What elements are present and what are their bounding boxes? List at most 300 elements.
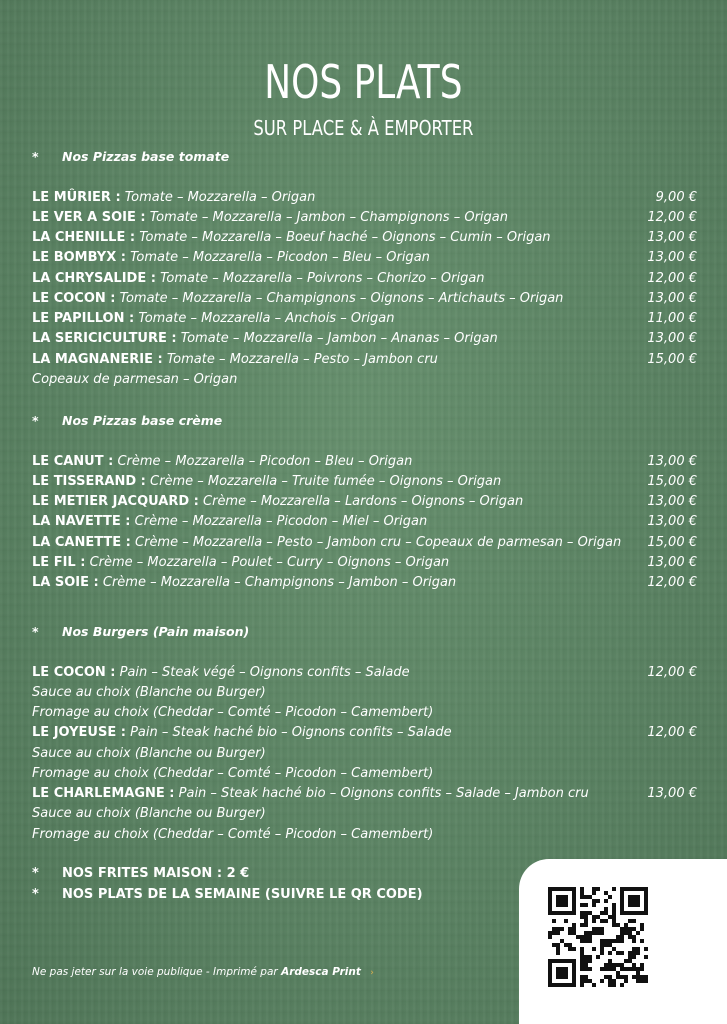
qr-module [548, 899, 552, 903]
qr-module [628, 899, 632, 903]
qr-module [568, 983, 572, 987]
qr-module [552, 919, 556, 923]
bullet-star: * [32, 866, 39, 881]
qr-module [556, 887, 560, 891]
qr-module [588, 967, 592, 971]
qr-module [644, 947, 648, 951]
qr-module [580, 967, 584, 971]
qr-module [584, 979, 588, 983]
qr-module [572, 967, 576, 971]
qr-module [580, 891, 584, 895]
arrow-icon: › [370, 968, 374, 978]
item-price: 13,00 € [647, 514, 697, 530]
qr-module [548, 903, 552, 907]
qr-module [580, 959, 584, 963]
qr-module [596, 915, 600, 919]
menu-item [32, 289, 563, 309]
qr-module [556, 899, 560, 903]
item-name: LE PAPILLON : [32, 311, 135, 326]
menu-item [32, 329, 498, 349]
item-name: LA SERICICULTURE : [32, 331, 177, 347]
qr-module [636, 931, 640, 935]
qr-module [564, 967, 568, 971]
qr-module [644, 899, 648, 903]
qr-module [624, 975, 628, 979]
qr-module [556, 943, 560, 947]
qr-module [644, 891, 648, 895]
qr-module [620, 967, 624, 971]
qr-module [640, 939, 644, 943]
qr-module [612, 903, 616, 907]
qr-module [640, 963, 644, 967]
qr-module [580, 915, 584, 919]
qr-module [636, 887, 640, 891]
qr-module [628, 951, 632, 955]
qr-module [580, 923, 584, 927]
qr-module [580, 979, 584, 983]
qr-module [616, 971, 620, 975]
qr-module [632, 975, 636, 979]
qr-module [636, 947, 640, 951]
item-price: 13,00 € [647, 331, 697, 347]
item-price: 12,00 € [647, 575, 697, 590]
item-price: 13,00 € [647, 786, 697, 801]
qr-module [616, 963, 620, 967]
qr-module [556, 983, 560, 987]
qr-module [556, 975, 560, 979]
qr-module [580, 951, 584, 955]
qr-module [636, 975, 640, 979]
menu-item [32, 492, 523, 512]
menu-item [32, 573, 456, 593]
item-description-continued: Fromage au choix (Cheddar – Comté – Picodon – Camembert) [32, 705, 434, 720]
item-description: Crème – Mozzarella – Champignons – Jambon – Origan [102, 575, 457, 590]
qr-module [588, 931, 592, 935]
qr-module [628, 887, 632, 891]
qr-module [632, 903, 636, 907]
item-description: Crème – Mozzarella – Truite fumée – Oignons – Origan [150, 473, 502, 489]
qr-module [580, 963, 584, 967]
qr-module [604, 943, 608, 947]
item-name: LE JOYEUSE : [32, 725, 126, 741]
qr-module [608, 975, 612, 979]
qr-module [604, 911, 608, 915]
qr-module [632, 927, 636, 931]
qr-module [636, 951, 640, 955]
item-name: LE MÛRIER : [32, 189, 121, 205]
item-price: 15,00 € [647, 473, 697, 489]
qr-module [572, 931, 576, 935]
item-name: LE VER A SOIE : [32, 209, 146, 225]
qr-module [608, 895, 612, 899]
qr-module [632, 887, 636, 891]
qr-module [572, 911, 576, 915]
qr-module [600, 911, 604, 915]
qr-module [612, 907, 616, 911]
item-price: 12,00 € [647, 270, 697, 286]
menu-item [32, 533, 621, 553]
qr-module [596, 955, 600, 959]
qr-module [608, 915, 612, 919]
qr-module [596, 927, 600, 931]
qr-module [572, 963, 576, 967]
qr-module [568, 887, 572, 891]
qr-module [556, 971, 560, 975]
item-name: LE COCON : [32, 664, 116, 680]
qr-module [600, 919, 604, 923]
qr-module [632, 911, 636, 915]
qr-module [580, 975, 584, 979]
qr-module [568, 959, 572, 963]
qr-module [556, 967, 560, 971]
qr-module [632, 947, 636, 951]
item-price: 13,00 € [647, 230, 697, 245]
qr-module [560, 887, 564, 891]
qr-module [612, 887, 616, 891]
qr-module [624, 887, 628, 891]
qr-module [572, 899, 576, 903]
qr-module [624, 931, 628, 935]
qr-module [584, 895, 588, 899]
qr-module [580, 955, 584, 959]
qr-module [632, 919, 636, 923]
item-name: LA CHENILLE : [32, 230, 136, 245]
qr-module [568, 911, 572, 915]
qr-module [628, 955, 632, 959]
item-price: 13,00 € [647, 250, 697, 266]
qr-module [620, 951, 624, 955]
qr-module [604, 891, 608, 895]
qr-module [628, 931, 632, 935]
qr-module [620, 891, 624, 895]
qr-module [600, 967, 604, 971]
qr-module [588, 895, 592, 899]
qr-module [560, 927, 564, 931]
qr-module [592, 899, 596, 903]
qr-module [564, 903, 568, 907]
qr-module [572, 947, 576, 951]
qr-module [612, 919, 616, 923]
item-name: LE COCON : [32, 290, 116, 306]
bullet-star: * [32, 624, 39, 639]
qr-module [632, 895, 636, 899]
qr-module [560, 939, 564, 943]
qr-module [604, 939, 608, 943]
qr-module [548, 983, 552, 987]
item-description: Crème – Mozzarella – Lardons – Oignons – Origan [203, 494, 524, 509]
qr-module [564, 959, 568, 963]
qr-module [576, 935, 580, 939]
qr-module [572, 959, 576, 963]
qr-module [588, 939, 592, 943]
qr-module [628, 959, 632, 963]
menu-item [32, 188, 315, 208]
qr-module [564, 911, 568, 915]
qr-module [564, 887, 568, 891]
qr-module [600, 979, 604, 983]
item-price: 12,00 € [647, 664, 697, 680]
qr-module [600, 947, 604, 951]
qr-module [548, 959, 552, 963]
qr-module [560, 975, 564, 979]
qr-module [636, 895, 640, 899]
qr-module [584, 903, 588, 907]
qr-module [644, 955, 648, 959]
qr-module [604, 899, 608, 903]
item-description: Pain – Steak végé – Oignons confits – Salade [119, 664, 410, 680]
item-name: LE METIER JACQUARD : [32, 494, 199, 509]
qr-module [572, 923, 576, 927]
qr-module [548, 967, 552, 971]
qr-module [636, 903, 640, 907]
qr-module [612, 923, 616, 927]
qr-module [584, 915, 588, 919]
qr-module [560, 911, 564, 915]
qr-module [628, 903, 632, 907]
menu-item [32, 663, 410, 683]
footer-note [32, 966, 374, 978]
menu-item [32, 784, 589, 804]
qr-module [560, 895, 564, 899]
qr-module [580, 939, 584, 943]
qr-module [572, 979, 576, 983]
qr-module [616, 951, 620, 955]
extra-line [32, 885, 423, 905]
qr-module [640, 975, 644, 979]
qr-module [552, 911, 556, 915]
qr-module [588, 911, 592, 915]
qr-module [608, 979, 612, 983]
qr-module [556, 951, 560, 955]
item-description-continued: Sauce au choix (Blanche ou Burger) [32, 684, 266, 700]
qr-module [572, 887, 576, 891]
qr-module [624, 911, 628, 915]
qr-module [640, 887, 644, 891]
qr-panel [519, 859, 727, 1024]
qr-module [640, 927, 644, 931]
qr-module [580, 903, 584, 907]
item-description: Tomate – Mozzarella – Boeuf haché – Oignons – Cumin – Origan [139, 230, 551, 245]
qr-module [628, 967, 632, 971]
item-name: LA CHRYSALIDE : [32, 270, 156, 286]
item-description: Tomate – Mozzarella – Jambon – Ananas – Origan [180, 331, 498, 347]
qr-module [584, 919, 588, 923]
qr-module [600, 943, 604, 947]
qr-module [616, 939, 620, 943]
qr-module [640, 923, 644, 927]
qr-module [600, 939, 604, 943]
qr-module [560, 903, 564, 907]
qr-module [640, 979, 644, 983]
item-description: Tomate – Mozzarella – Pesto – Jambon cru [166, 351, 438, 367]
qr-module [612, 967, 616, 971]
bullet-star: * [32, 413, 39, 428]
item-description: Crème – Mozzarella – Pesto – Jambon cru – Copeaux de parmesan – Origan [135, 534, 622, 550]
bullet-star: * [32, 149, 39, 164]
qr-module [580, 983, 584, 987]
item-price: 12,00 € [647, 209, 697, 225]
qr-module [584, 975, 588, 979]
item-description: Pain – Steak haché bio – Oignons confits – Salade – Jambon cru [178, 786, 589, 801]
item-name: LE CHARLEMAGNE : [32, 786, 175, 801]
qr-module [568, 947, 572, 951]
menu-item [32, 269, 485, 289]
item-name: LA CANETTE : [32, 534, 131, 550]
qr-module [584, 911, 588, 915]
qr-module [636, 967, 640, 971]
item-description-continued: Fromage au choix (Cheddar – Comté – Picodon – Camembert) [32, 826, 434, 842]
qr-module [604, 975, 608, 979]
item-description: Tomate – Mozzarella – Poivrons – Chorizo – Origan [160, 270, 485, 286]
qr-module [628, 935, 632, 939]
item-name: LE TISSERAND : [32, 473, 146, 489]
qr-module [564, 943, 568, 947]
item-description: Tomate – Mozzarella – Jambon – Champignons – Origan [149, 209, 508, 225]
qr-module [644, 895, 648, 899]
item-description-continued: Sauce au choix (Blanche ou Burger) [32, 806, 266, 822]
qr-module [596, 887, 600, 891]
item-name: LE FIL : [32, 554, 86, 570]
qr-module [584, 967, 588, 971]
qr-module [616, 935, 620, 939]
qr-module [548, 907, 552, 911]
item-description-continued: Sauce au choix (Blanche ou Burger) [32, 745, 266, 761]
qr-module [624, 979, 628, 983]
qr-module [604, 963, 608, 967]
qr-module [552, 959, 556, 963]
item-price: 13,00 € [647, 494, 697, 509]
qr-module [588, 959, 592, 963]
qr-code[interactable] [548, 887, 648, 987]
qr-module [608, 983, 612, 987]
qr-module [592, 919, 596, 923]
qr-module [572, 895, 576, 899]
qr-module [548, 971, 552, 975]
qr-module [608, 943, 612, 947]
qr-module [572, 983, 576, 987]
qr-module [608, 967, 612, 971]
qr-module [636, 911, 640, 915]
qr-module [556, 947, 560, 951]
menu-item [32, 208, 508, 228]
qr-module [564, 895, 568, 899]
qr-module [604, 907, 608, 911]
printer-name: Ardesca Print [281, 966, 361, 978]
qr-module [560, 967, 564, 971]
qr-module [572, 891, 576, 895]
qr-module [592, 927, 596, 931]
qr-module [584, 923, 588, 927]
qr-module [612, 983, 616, 987]
qr-module [600, 927, 604, 931]
item-name: LE BOMBYX : [32, 250, 126, 266]
qr-module [572, 971, 576, 975]
section-title [32, 147, 229, 167]
item-description: Tomate – Mozzarella – Picodon – Bleu – Origan [130, 250, 430, 266]
qr-module [572, 907, 576, 911]
qr-module [552, 983, 556, 987]
item-price: 11,00 € [647, 311, 697, 326]
item-description: Pain – Steak haché bio – Oignons confits – Salade [130, 725, 452, 741]
qr-module [608, 963, 612, 967]
qr-module [600, 931, 604, 935]
qr-module [608, 951, 612, 955]
qr-module [644, 979, 648, 983]
qr-module [548, 979, 552, 983]
qr-module [644, 887, 648, 891]
qr-module [620, 931, 624, 935]
qr-module [628, 911, 632, 915]
qr-module [548, 935, 552, 939]
qr-module [620, 927, 624, 931]
qr-module [612, 963, 616, 967]
qr-module [636, 971, 640, 975]
qr-module [640, 967, 644, 971]
item-description: Crème – Mozzarella – Picodon – Miel – Origan [134, 514, 428, 530]
qr-module [556, 959, 560, 963]
qr-module [608, 939, 612, 943]
qr-module [548, 895, 552, 899]
qr-module [624, 923, 628, 927]
qr-module [612, 979, 616, 983]
qr-module [628, 927, 632, 931]
qr-module [600, 951, 604, 955]
qr-module [636, 899, 640, 903]
qr-module [560, 899, 564, 903]
item-price: 12,00 € [647, 725, 697, 741]
item-price: 13,00 € [647, 554, 697, 570]
qr-module [564, 919, 568, 923]
extra-text: NOS PLATS DE LA SEMAINE (SUIVRE LE QR CODE) [62, 886, 423, 902]
qr-module [644, 907, 648, 911]
qr-module [624, 927, 628, 931]
qr-module [624, 959, 628, 963]
qr-module [620, 903, 624, 907]
qr-module [552, 887, 556, 891]
qr-module [560, 983, 564, 987]
qr-module [564, 899, 568, 903]
qr-module [584, 963, 588, 967]
item-description: Crème – Mozzarella – Poulet – Curry – Oignons – Origan [89, 554, 450, 570]
qr-module [632, 935, 636, 939]
qr-module [564, 975, 568, 979]
item-description: Tomate – Mozzarella – Champignons – Oignons – Artichauts – Origan [119, 290, 564, 306]
menu-item [32, 553, 449, 573]
qr-module [584, 955, 588, 959]
section-title-text: Nos Burgers (Pain maison) [62, 624, 250, 639]
qr-module [568, 943, 572, 947]
item-name: LE CANUT : [32, 453, 114, 469]
bullet-star: * [32, 886, 39, 902]
qr-module [632, 963, 636, 967]
item-description: Crème – Mozzarella – Picodon – Bleu – Origan [117, 453, 413, 469]
qr-module [560, 971, 564, 975]
item-price: 13,00 € [647, 290, 697, 306]
qr-module [632, 899, 636, 903]
qr-module [560, 959, 564, 963]
qr-module [548, 931, 552, 935]
extra-line [32, 864, 249, 884]
qr-module [584, 935, 588, 939]
qr-module [632, 939, 636, 943]
qr-module [620, 911, 624, 915]
qr-module [632, 951, 636, 955]
qr-module [616, 975, 620, 979]
item-price: 15,00 € [647, 351, 697, 367]
qr-module [564, 971, 568, 975]
qr-module [612, 939, 616, 943]
qr-module [628, 895, 632, 899]
